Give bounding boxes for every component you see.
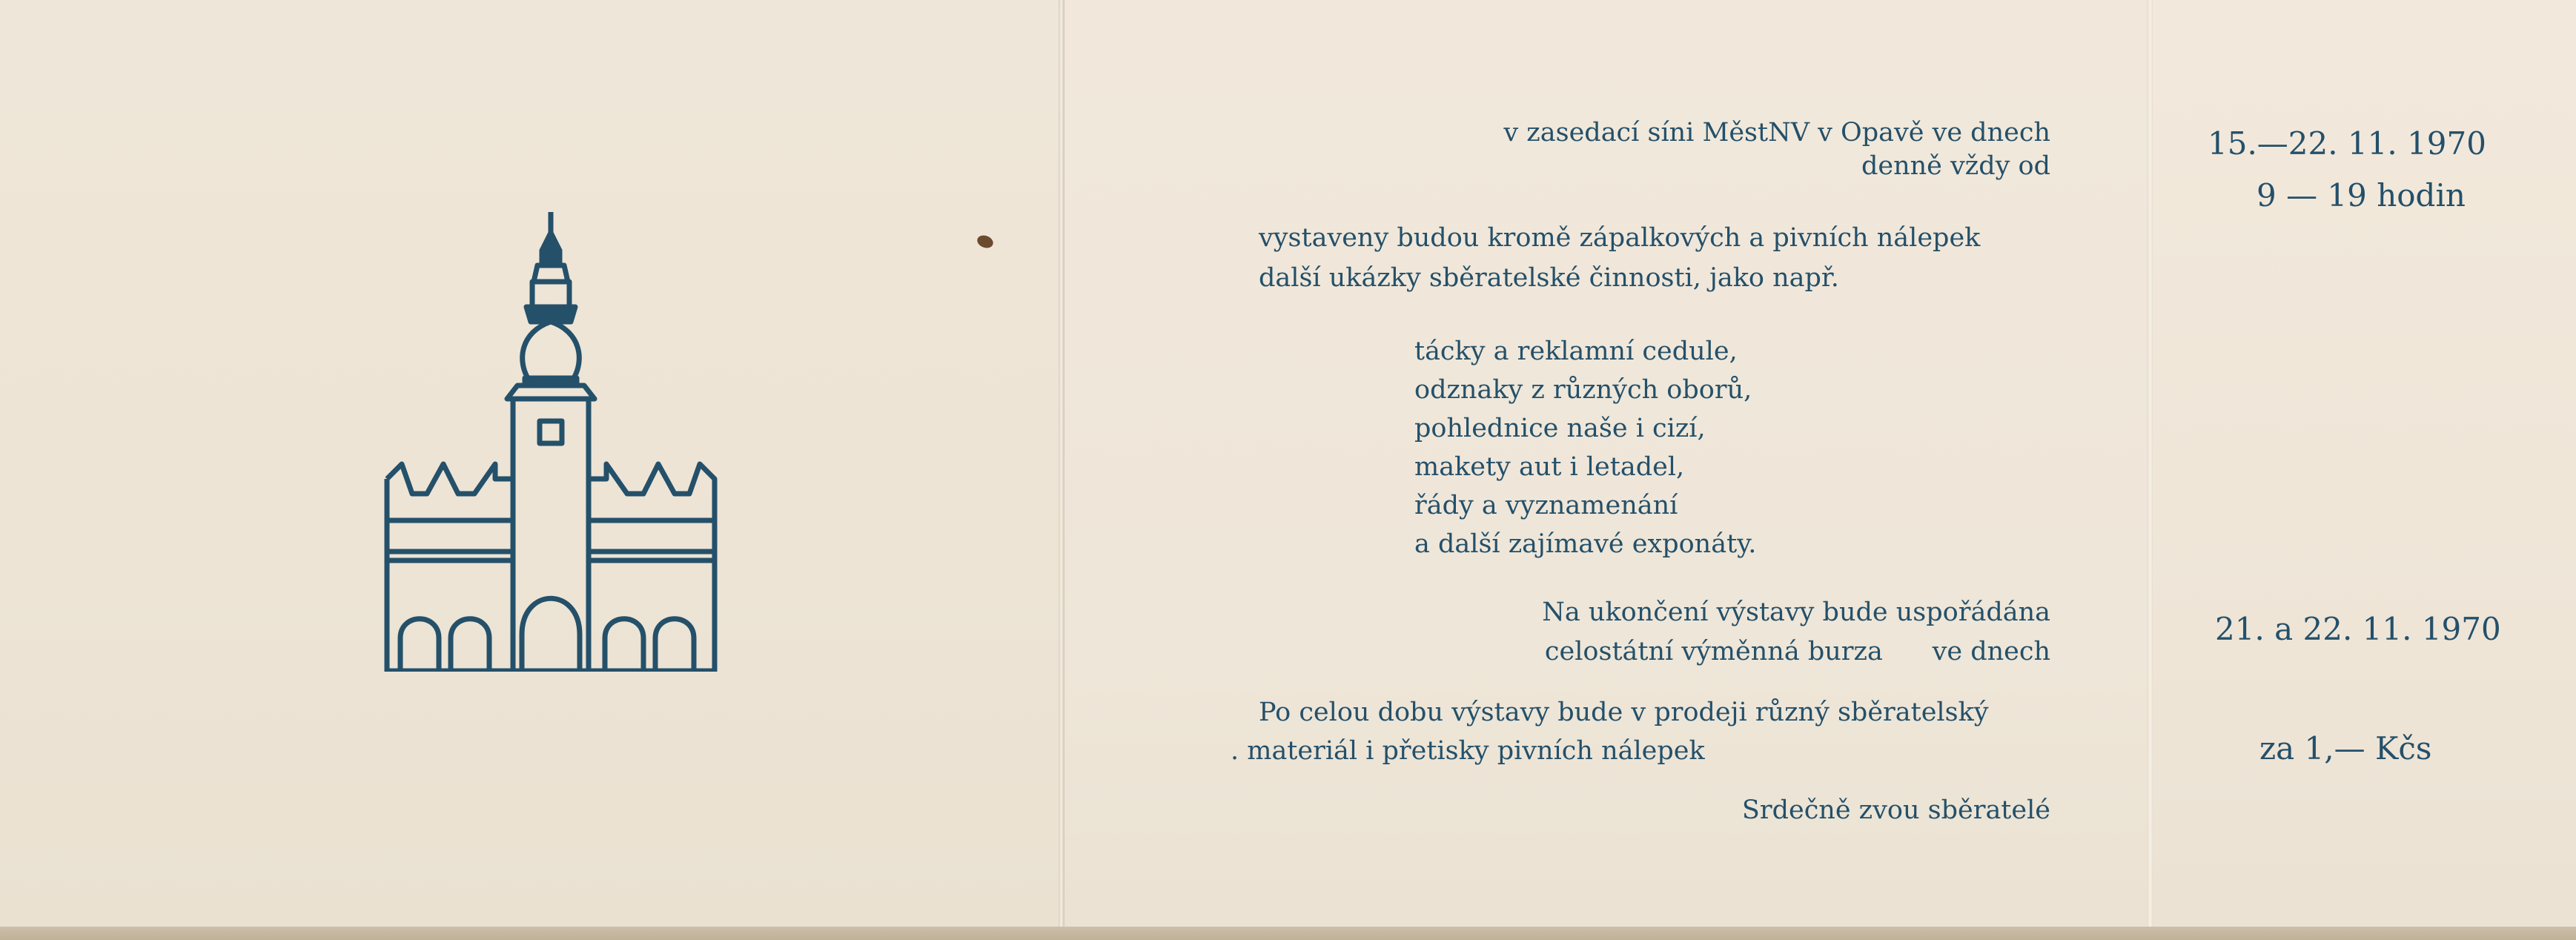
exhibit-intro-line2: další ukázky sběratelské činnosti, jako např. xyxy=(1259,263,1839,293)
list-item: a další zajímavé exponáty. xyxy=(1414,529,1757,559)
list-item: tácky a reklamní cedule, xyxy=(1414,337,1738,366)
list-item: makety aut i letadel, xyxy=(1414,452,1685,482)
list-item: řády a vyznamenání xyxy=(1414,491,1678,520)
left-panel xyxy=(0,0,1059,927)
town-hall-tower-icon xyxy=(380,212,728,672)
signature-text: Srdečně zvou sběratelé xyxy=(1741,795,2050,825)
sale-text-line2: . materiál i přetisky pivních nálepek xyxy=(1231,736,1705,766)
venue-text: v zasedací síni MěstNV v Opavě ve dnech xyxy=(1503,118,2050,148)
sale-text-line1: Po celou dobu výstavy bude v prodeji různý sběratelský xyxy=(1259,698,1989,727)
swap-text-line1: Na ukončení výstavy bude uspořádána xyxy=(1542,598,2050,627)
list-item: odznaky z různých oborů, xyxy=(1414,375,1752,405)
exhibition-dates: 15.—22. 11. 1970 xyxy=(2208,125,2486,162)
price: za 1,— Kčs xyxy=(2259,730,2432,767)
card-edge xyxy=(0,927,2576,940)
exhibit-items-list xyxy=(1414,332,1756,563)
exhibit-intro-line1: vystaveny budou kromě zápalkových a pivních nálepek xyxy=(1259,223,1981,253)
swap-text-line2: celostátní výměnná burza ve dnech xyxy=(1544,637,2050,666)
list-item: pohlednice naše i cizí, xyxy=(1414,414,1706,443)
opening-hours: 9 — 19 hodin xyxy=(2257,177,2466,214)
fold-crease xyxy=(1059,0,1064,927)
swap-dates: 21. a 22. 11. 1970 xyxy=(2215,611,2501,647)
paper-stain xyxy=(976,234,995,251)
daily-text: denně vždy od xyxy=(1861,151,2050,181)
